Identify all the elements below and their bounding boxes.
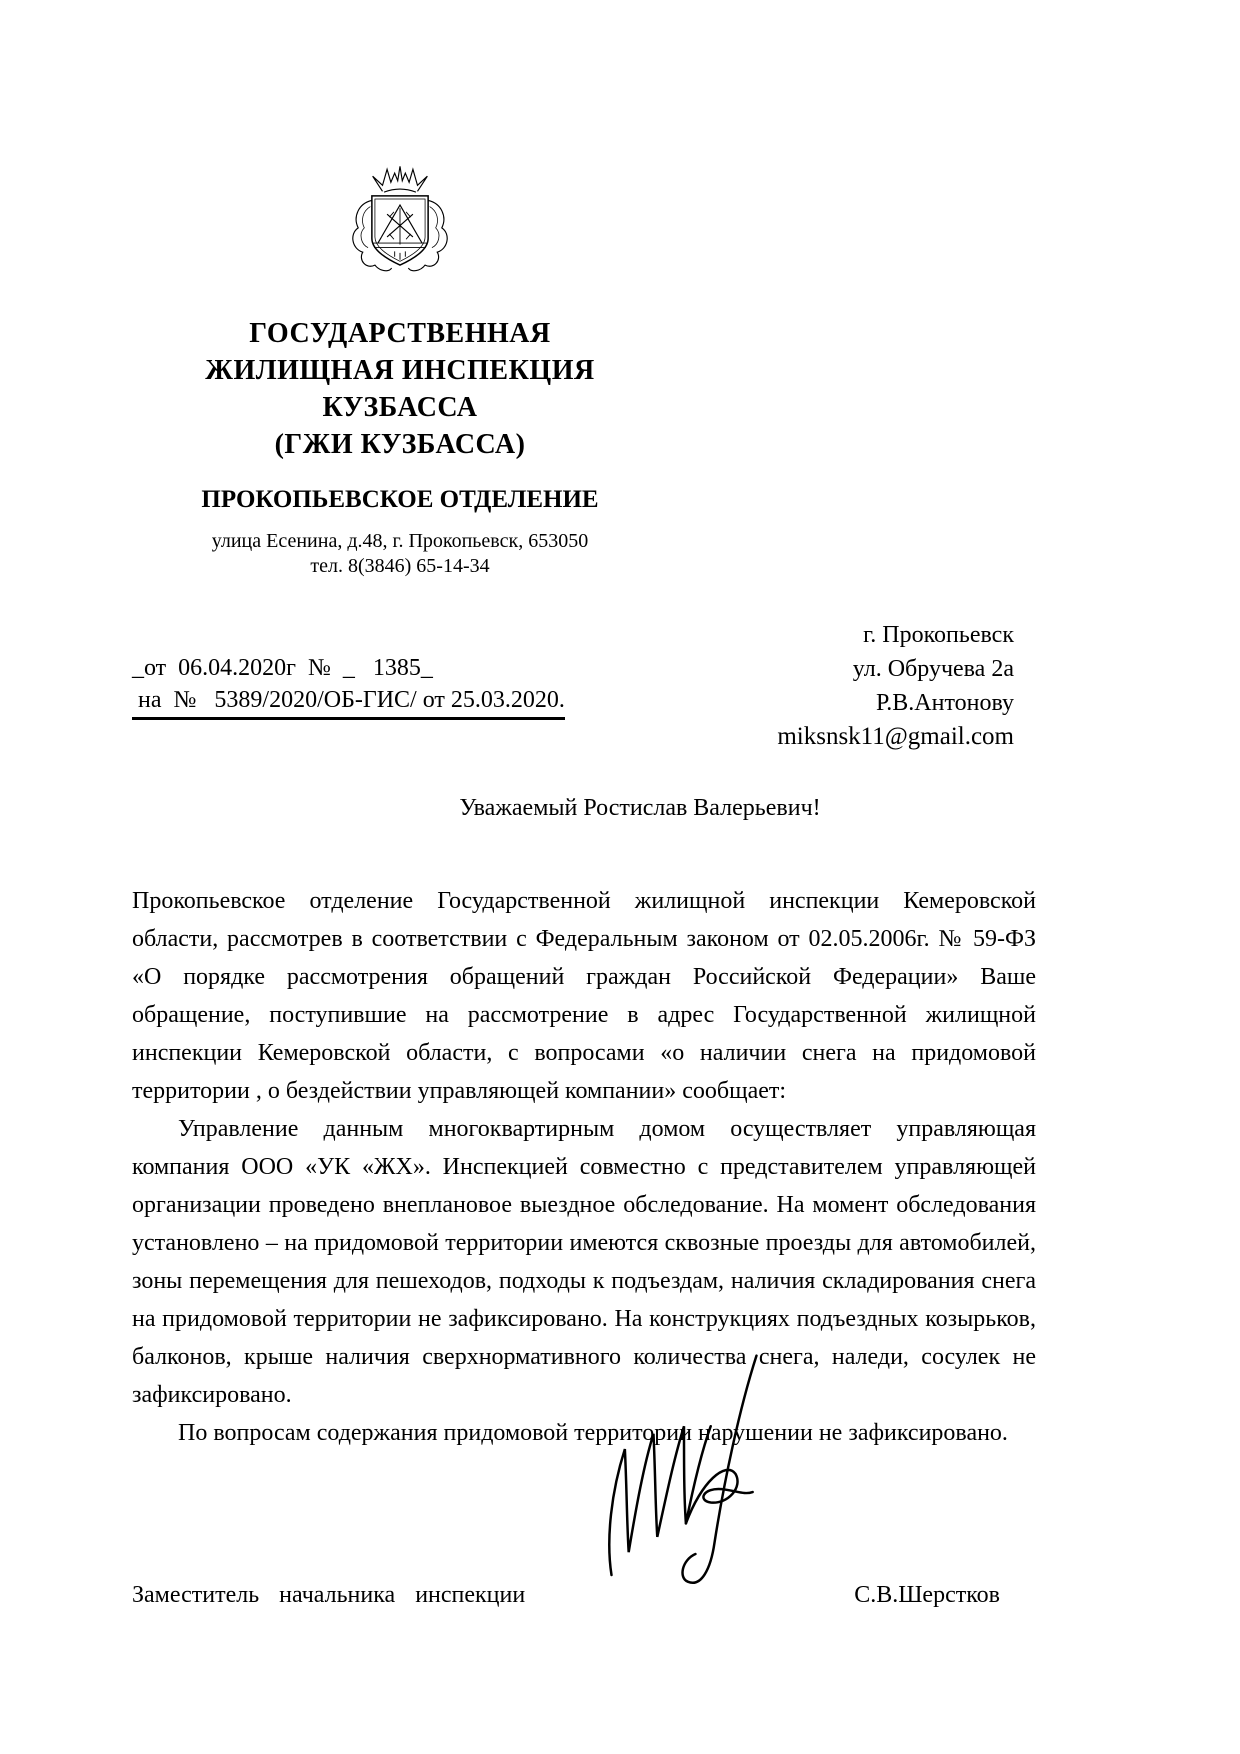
org-address: улица Есенина, д.48, г. Прокопьевск, 653050 xyxy=(211,530,589,552)
incoming-reference: на № 5389/2020/ОБ-ГИС/ от 25.03.2020. xyxy=(132,684,565,720)
body-paragraph-2: Управление данным многоквартирным домом осуществляет управляющая компания ООО «УК «ЖХ». Инспекцией совместно с представителем управляющей организации проведено внеплановое выездное обследование. На момент обследования установлено – на придомовой территории имеются сквозные проезды для автомобилей, зоны перемещения для пешеходов, подходы к подъездам, наличия складирования снега на придомовой территории не зафиксировано. На конструкциях подъездных козырьков, балконов, крыше наличия сверхнормативного количества снега, наледи, сосулек не зафиксировано. xyxy=(132,1116,1036,1408)
signatory-position: Заместитель начальника инспекции xyxy=(132,1582,526,1608)
body-paragraph-3: По вопросам содержания придомовой территории нарушении не зафиксировано. xyxy=(178,1420,1008,1446)
org-abbreviation: (ГЖИ КУЗБАССА) xyxy=(274,429,526,460)
department-name: ПРОКОПЬЕВСКОЕ ОТДЕЛЕНИЕ xyxy=(201,486,599,513)
body-paragraph-1: Прокопьевское отделение Государственной жилищной инспекции Кемеровской области, рассмотрев в соответствии с Федеральным законом от 02.05.2006г. № 59-ФЗ «О порядке рассмотрения обращений граждан Российской Федерации» Ваше обращение, поступившие на рассмотрение в адрес Государственной жилищной инспекции Кемеровской области, с вопросами «о наличии снега на придомовой территории , о бездействии управляющей компании» сообщает: xyxy=(132,888,1036,1104)
letter-body xyxy=(132,882,1036,1452)
outgoing-reference: _от 06.04.2020г № _ 1385_ xyxy=(132,655,433,681)
recipient-street: ул. Обручева 2а xyxy=(852,656,1014,682)
recipient-name: Р.В.Антонову xyxy=(875,690,1014,716)
recipient-city: г. Прокопьевск xyxy=(863,622,1014,648)
handwritten-signature-icon xyxy=(598,1348,770,1601)
salutation: Уважаемый Ростислав Валерьевич! xyxy=(459,795,821,821)
coat-of-arms-icon xyxy=(343,146,457,301)
reference-block xyxy=(132,652,565,720)
org-phone: тел. 8(3846) 65-14-34 xyxy=(310,555,490,577)
signatory-name: С.В.Шерстков xyxy=(854,1582,1000,1608)
recipient-email: miksnsk11@gmail.com xyxy=(777,723,1014,750)
recipient-block xyxy=(777,618,1014,754)
signature-row xyxy=(132,1582,1036,1609)
org-name-line2: ЖИЛИЩНАЯ ИНСПЕКЦИЯ xyxy=(205,355,595,386)
letterhead xyxy=(138,146,662,579)
org-name-line1: ГОСУДАРСТВЕННАЯ xyxy=(249,318,551,349)
org-name-line3: КУЗБАССА xyxy=(322,392,478,423)
